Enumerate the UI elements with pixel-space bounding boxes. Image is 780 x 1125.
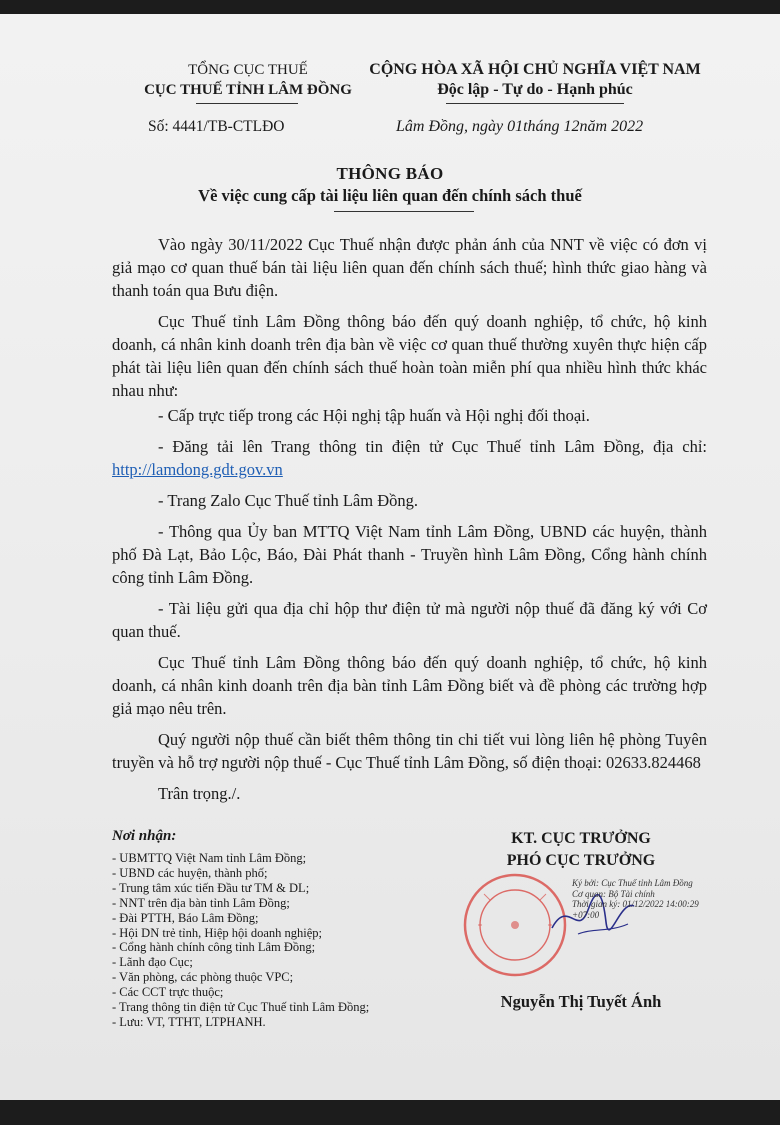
signing-organization: Cơ quan: Bộ Tài chính [572, 888, 655, 899]
closing-line: Trân trọng./. [158, 784, 241, 803]
document-title: THÔNG BÁO [336, 164, 444, 183]
bullet-email: - Tài liệu gửi qua địa chỉ hộp thư điện tử mà người nộp thuế đã đăng ký với Cơ quan thuế. [112, 599, 707, 641]
recipient-item: - NNT trên địa bàn tỉnh Lâm Đồng; [112, 895, 290, 910]
signed-by: Ký bởi: Cục Thuế tỉnh Lâm Đồng [572, 878, 693, 888]
motto-underline [446, 103, 624, 104]
agency-underline [196, 103, 298, 104]
recipient-item: - Lưu: VT, TTHT, LTPHANH. [112, 1014, 266, 1029]
recipients-list [112, 851, 369, 1030]
agency-parent: TỔNG CỤC THUẾ [188, 62, 308, 78]
paragraph-warning: Cục Thuế tỉnh Lâm Đồng thông báo đến quý doanh nghiệp, tổ chức, hộ kinh doanh, cá nhân kinh doanh trên địa bàn tỉnh Lâm Đồng biết và đề phòng các trường hợp giả mạo nêu trên. [112, 653, 707, 718]
signing-time: Thời gian ký: 01/12/2022 14:00:29 [572, 899, 699, 909]
recipient-item: - UBND các huyện, thành phố; [112, 865, 268, 880]
document-body [112, 233, 707, 813]
recipient-item: - Đài PTTH, Báo Lâm Đồng; [112, 910, 259, 925]
document-number: Số: 4441/TB-CTLĐO [148, 118, 285, 135]
signing-timezone: +07:00 [572, 909, 600, 920]
header-national-block [340, 60, 730, 100]
top-dark-border [0, 0, 780, 14]
recipient-item: - Trang thông tin điện tử Cục Thuế tỉnh Lâm Đồng; [112, 1000, 370, 1015]
place-date: Lâm Đồng, ngày 01tháng 12năm 2022 [396, 118, 644, 135]
signature-title-block [455, 828, 707, 872]
recipient-item: - UBMTTQ Việt Nam tỉnh Lâm Đồng; [112, 851, 307, 865]
paragraph-notice: Cục Thuế tỉnh Lâm Đồng thông báo đến quý doanh nghiệp, tổ chức, hộ kinh doanh, cá nhân kinh doanh trên địa bàn về việc cơ quan thuế thường xuyên thực hiện cấp phát tài liệu liên quan đến chính sách thuế hoàn toàn miễn phí qua nhiều hình thức khác nhau như: [112, 312, 707, 400]
signature-position: PHÓ CỤC TRƯỞNG [506, 852, 656, 869]
country-name: CỘNG HÒA XÃ HỘI CHỦ NGHĨA VIỆT NAM [369, 61, 701, 78]
bullet-zalo: - Trang Zalo Cục Thuế tỉnh Lâm Đồng. [158, 491, 419, 510]
document-subtitle: Về việc cung cấp tài liệu liên quan đến chính sách thuế [198, 186, 582, 205]
signature-title: KT. CỤC TRƯỞNG [511, 830, 651, 847]
national-motto: Độc lập - Tự do - Hạnh phúc [437, 81, 633, 98]
website-link[interactable]: http://lamdong.gdt.gov.vn [112, 460, 283, 479]
paragraph-report: Vào ngày 30/11/2022 Cục Thuế nhận được phản ánh của NNT về việc có đơn vị giả mạo cơ quan thuế bán tài liệu liên quan đến chính sách thuế; hình thức giao hàng và thanh toán qua Bưu điện. [112, 235, 707, 300]
recipient-item: - Lãnh đạo Cục; [112, 955, 193, 970]
bullet-website-text: - Đăng tải lên Trang thông tin điện tử Cục Thuế tỉnh Lâm Đồng, địa chỉ: [158, 437, 707, 456]
signer-name: Nguyễn Thị Tuyết Ánh [500, 992, 662, 1011]
subtitle-underline [334, 211, 474, 212]
bottom-dark-border [0, 1100, 780, 1125]
paragraph-contact: Quý người nộp thuế cần biết thêm thông tin chi tiết vui lòng liên hệ phòng Tuyên truyền và hỗ trợ người nộp thuế - Cục Thuế tỉnh Lâm Đồng, số điện thoại: 02633.824468 [112, 730, 707, 772]
header-agency-block [128, 60, 368, 100]
recipient-item: - Hội DN trẻ tỉnh, Hiệp hội doanh nghiệp; [112, 925, 323, 940]
agency-name: CỤC THUẾ TỈNH LÂM ĐỒNG [144, 82, 352, 98]
recipients-heading: Nơi nhận: [112, 828, 177, 844]
recipient-item: - Cổng hành chính công tỉnh Lâm Đồng; [112, 940, 316, 955]
bullet-website [112, 435, 707, 481]
recipient-item: - Trung tâm xúc tiến Đầu tư TM & DL; [112, 880, 310, 895]
bullet-mttq: - Thông qua Ủy ban MTTQ Việt Nam tỉnh Lâm Đồng, UBND các huyện, thành phố Đà Lạt, Bảo Lộc, Báo, Đài Phát thanh - Truyền hình Lâm Đồng, Cổng hành chính công tỉnh Lâm Đồng. [112, 522, 707, 587]
recipient-item: - Văn phòng, các phòng thuộc VPC; [112, 970, 294, 985]
digital-signature-info [572, 878, 699, 920]
bullet-direct: - Cấp trực tiếp trong các Hội nghị tập huấn và Hội nghị đối thoại. [158, 406, 590, 425]
recipient-item: - Các CCT trực thuộc; [112, 985, 224, 1000]
